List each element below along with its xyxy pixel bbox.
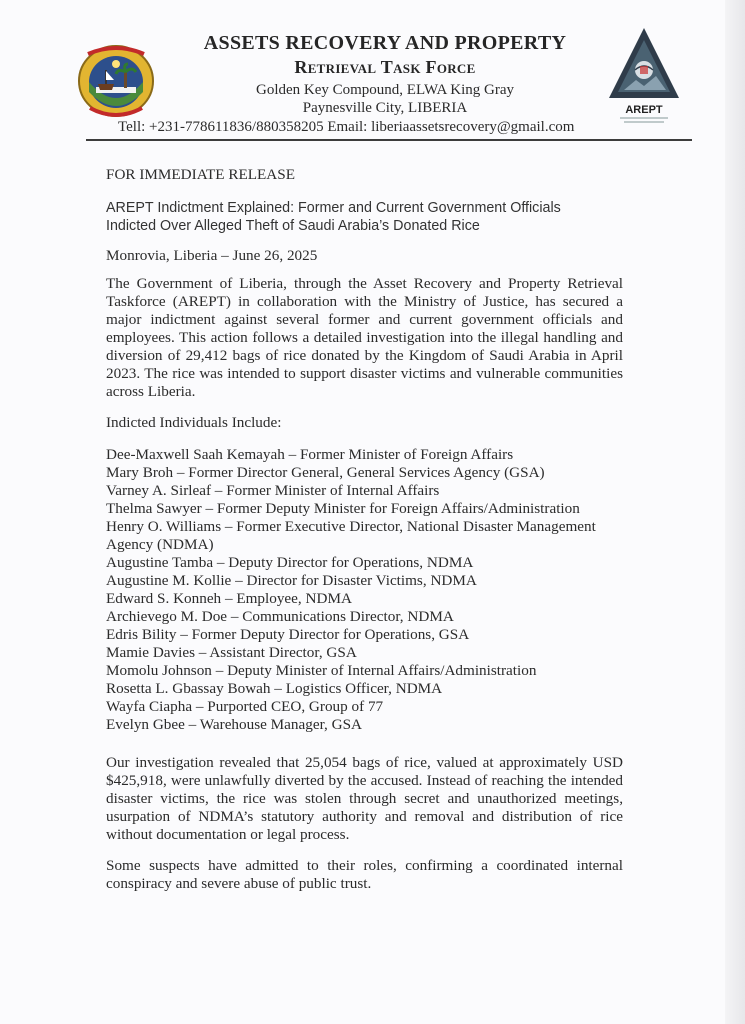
headline-line2: Indicted Over Alleged Theft of Saudi Arabia’s Donated Rice	[106, 218, 480, 234]
headline	[106, 199, 606, 235]
headline-line1: AREPT Indictment Explained: Former and Current Government Officials	[106, 200, 561, 216]
liberia-seal-icon	[76, 42, 156, 120]
list-item: Archievego M. Doe – Communications Director, NDMA	[106, 608, 454, 625]
contact-info: Tell: +231-778611836/880358205 Email: liberiaassetsrecovery@gmail.com	[118, 119, 575, 135]
list-item: Augustine Tamba – Deputy Director for Operations, NDMA	[106, 554, 474, 571]
list-item: Dee-Maxwell Saah Kemayah – Former Minister of Foreign Affairs	[106, 446, 514, 463]
list-item: Edris Bility – Former Deputy Director for Operations, GSA	[106, 626, 470, 643]
indicted-heading: Indicted Individuals Include:	[106, 414, 282, 431]
list-item: Varney A. Sirleaf – Former Minister of Internal Affairs	[106, 482, 440, 499]
address-line1: Golden Key Compound, ELWA King Gray	[255, 82, 515, 98]
paragraph-findings: Our investigation revealed that 25,054 bags of rice, valued at approximately USD $425,918, were unlawfully diverted by the accused. Instead of reaching the intended disaster victims, the rice was stolen through secret and unauthorized meetings, usurpation of NDMA’s statutory authority and removal and distribution of rice without documentation or legal process.	[106, 754, 623, 843]
paragraph-admissions: Some suspects have admitted to their roles, confirming a coordinated internal conspiracy and severe abuse of public trust.	[106, 857, 623, 892]
list-item: Mary Broh – Former Director General, General Services Agency (GSA)	[106, 464, 545, 481]
list-item: Evelyn Gbee – Warehouse Manager, GSA	[106, 716, 362, 733]
indicted-list	[106, 446, 623, 734]
list-item: Rosetta L. Gbassay Bowah – Logistics Officer, NDMA	[106, 680, 443, 697]
paragraph-intro: The Government of Liberia, through the Asset Recovery and Property Retrieval Taskforce (AREPT) in collaboration with the Ministry of Justice, has secured a major indictment against several former and current government officials and employees. This action follows a detailed investigation into the illegal handling and diversion of 29,412 bags of rice donated by the Kingdom of Saudi Arabia in April 2023. The rice was intended to support disaster victims and vulnerable communities across Liberia.	[106, 275, 623, 400]
org-name-line1: ASSETS RECOVERY AND PROPERTY	[203, 32, 567, 54]
list-item: Wayfa Ciapha – Purported CEO, Group of 77	[106, 698, 384, 715]
list-item: Henry O. Williams – Former Executive Director, National Disaster Management Agency (NDMA)	[106, 518, 596, 553]
page-edge	[725, 0, 745, 1024]
list-item: Mamie Davies – Assistant Director, GSA	[106, 644, 357, 661]
arept-logo-icon	[606, 26, 682, 126]
org-name-line2: Retrieval Task Force	[294, 57, 476, 77]
release-label: FOR IMMEDIATE RELEASE	[106, 166, 295, 183]
header-divider	[86, 139, 692, 141]
address-line2: Paynesville City, LIBERIA	[302, 100, 468, 116]
arept-logo-label: AREPT	[625, 104, 663, 116]
list-item: Momolu Johnson – Deputy Minister of Internal Affairs/Administration	[106, 662, 537, 679]
list-item: Edward S. Konneh – Employee, NDMA	[106, 590, 352, 607]
dateline: Monrovia, Liberia – June 26, 2025	[106, 247, 318, 264]
list-item: Thelma Sawyer – Former Deputy Minister for Foreign Affairs/Administration	[106, 500, 580, 517]
list-item: Augustine M. Kollie – Director for Disaster Victims, NDMA	[106, 572, 477, 589]
